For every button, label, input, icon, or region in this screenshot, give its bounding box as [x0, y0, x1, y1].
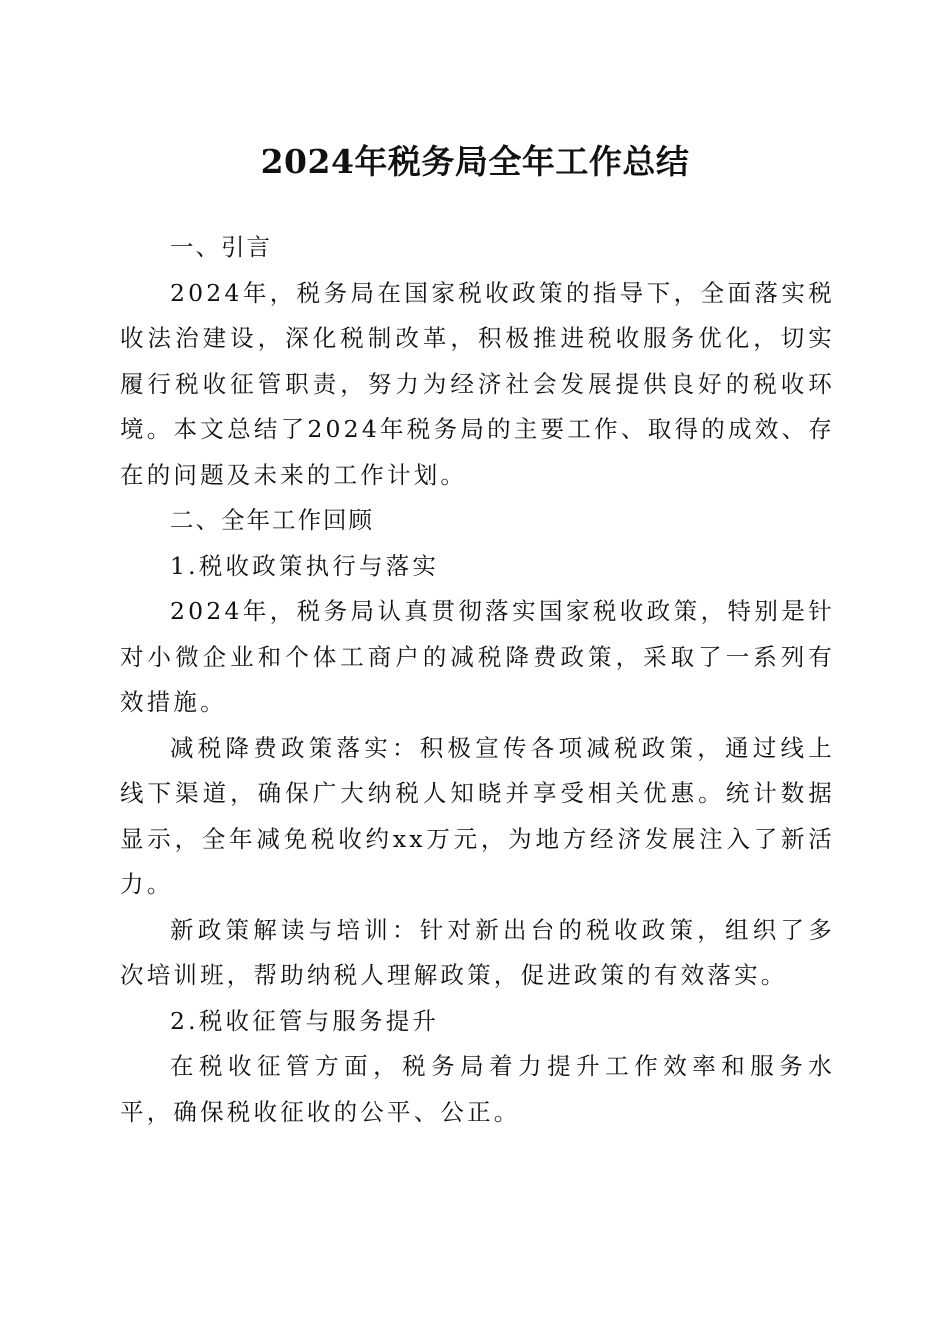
policy-training-paragraph: 新政策解读与培训：针对新出台的税收政策，组织了多次培训班，帮助纳税人理解政策，促进政策的有效落实。	[120, 915, 835, 989]
tax-reduction-paragraph: 减税降费政策落实：积极宣传各项减税政策，通过线上线下渠道，确保广大纳税人知晓并享受相关优惠。统计数据显示，全年减免税收约xx万元，为地方经济发展注入了新活力。	[120, 733, 835, 898]
collection-paragraph: 在税收征管方面，税务局着力提升工作效率和服务水平，确保税收征收的公平、公正。	[120, 1052, 835, 1126]
document-title: 2024年税务局全年工作总结	[260, 142, 690, 181]
section-heading-intro: 一、引言	[170, 233, 272, 261]
intro-paragraph: 2024年，税务局在国家税收政策的指导下，全面落实税收法治建设，深化税制改革，积极推进税收服务优化，切实履行税收征管职责，努力为经济社会发展提供良好的税收环境。本文总结了2024年税务局的主要工作、取得的成效、存在的问题及未来的工作计划。	[120, 278, 835, 489]
document-body	[120, 225, 835, 1135]
subsection-heading-policy: 1.税收政策执行与落实	[170, 551, 440, 580]
subsection-heading-collection: 2.税收征管与服务提升	[170, 1006, 440, 1035]
policy-paragraph: 2024年，税务局认真贯彻落实国家税收政策，特别是针对小微企业和个体工商户的减税降费政策，采取了一系列有效措施。	[120, 597, 835, 716]
section-heading-review: 二、全年工作回顾	[170, 506, 374, 534]
